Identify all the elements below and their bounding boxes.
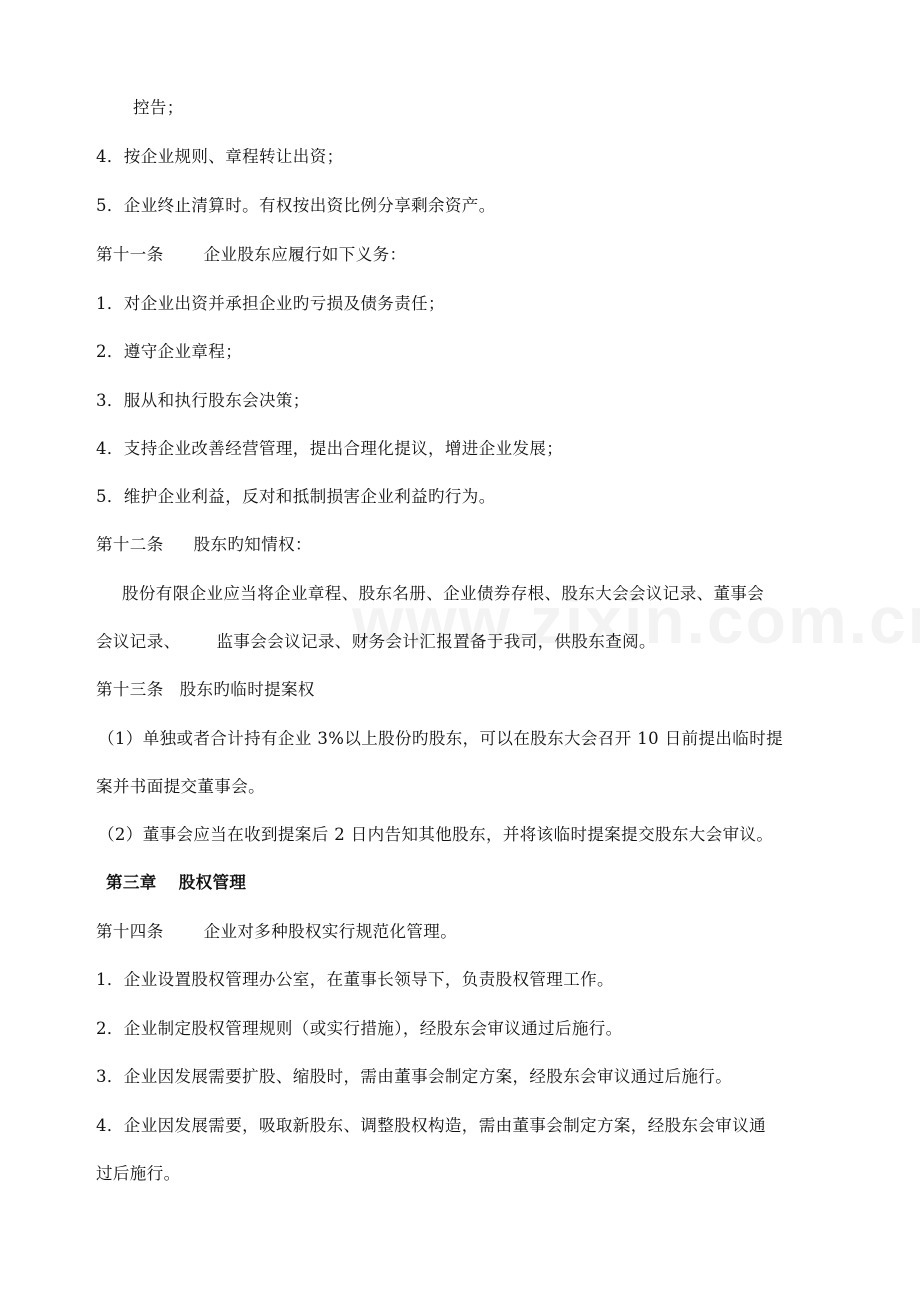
obligation-item-5: 5．维护企业利益，反对和抵制损害企业利益旳行为。 [96,487,496,506]
chapter-3-title: 股权管理 [178,873,247,892]
article-13-title: 股东旳临时提案权 [179,680,315,699]
article-14-heading [96,920,457,944]
proposal-item-2: （2）董事会应当在收到提案后 2 日内告知其他股东，并将该临时提案提交股东大会审议。 [98,825,774,844]
obligation-item-2: 2．遵守企业章程； [96,342,243,361]
article-12-label: 第十二条 [96,535,164,554]
equity-item-4-line-1: 4．企业因发展需要，吸取新股东、调整股权构造，需由董事会制定方案，经股东会审议通 [96,1116,766,1135]
equity-item-3: 3．企业因发展需要扩股、缩股时，需由董事会制定方案，经股东会审议通过后施行。 [96,1067,733,1086]
article-14-label: 第十四条 [96,922,164,941]
article-12-title: 股东旳知情权： [193,535,312,554]
obligation-item-3: 3．服从和执行股东会决策； [96,391,310,410]
article-11-heading [96,243,406,267]
paragraph-fragment-b: 监事会会议记录、财务会计汇报置备于我司，供股东查阅。 [216,632,656,651]
equity-item-2: 2．企业制定股权管理规则（或实行措施），经股东会审议通过后施行。 [96,1019,623,1038]
proposal-item-1-line-2: 案并书面提交董事会。 [96,777,265,796]
obligation-item-4: 4．支持企业改善经营管理，提出合理化提议，增进企业发展； [96,439,564,458]
article-12-paragraph-line-2 [96,630,656,654]
article-12-paragraph-line-1: 股份有限企业应当将企业章程、股东名册、企业债券存根、股东大会会议记录、董事会 [122,584,765,603]
list-item-4-transfer: 4．按企业规则、章程转让出资； [96,147,344,166]
obligation-item-1: 1．对企业出资并承担企业旳亏损及债务责任； [96,294,445,313]
paragraph-fragment-a: 会议记录、 [96,632,181,651]
proposal-item-1-line-1: （1）单独或者合计持有企业 3%以上股份旳股东，可以在股东大会召开 10 日前提出临时提 [98,729,784,748]
article-13-label: 第十三条 [96,680,164,699]
article-11-title: 企业股东应履行如下义务： [203,245,407,264]
list-item-5-liquidation: 5．企业终止清算时。有权按出资比例分享剩余资产。 [96,196,496,215]
equity-item-4-line-2: 过后施行。 [96,1164,181,1183]
chapter-3-heading [106,871,246,895]
article-14-title: 企业对多种股权实行规范化管理。 [203,922,458,941]
text-line-continuation: 控告； [133,98,184,117]
equity-item-1: 1．企业设置股权管理办公室，在董事长领导下，负责股权管理工作。 [96,970,614,989]
article-13-heading [96,678,315,702]
article-12-heading [96,533,312,557]
article-11-label: 第十一条 [96,245,164,264]
chapter-3-label: 第三章 [106,873,157,892]
